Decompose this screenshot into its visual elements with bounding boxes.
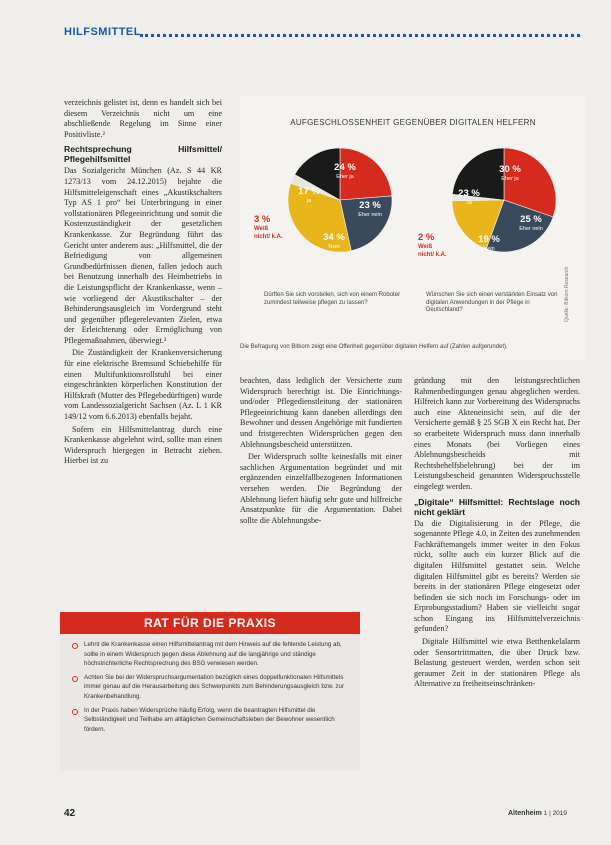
pie1-label-weiss-nicht: 3 % Weiß nicht/ k.A. [254, 214, 283, 240]
col1-heading: Rechtsprechung Hilfsmittel/ Pflegehilfsmittel [64, 144, 222, 165]
pie2-question: Wünschen Sie sich einen verstärkten Einsatz von digitalen Anwendungen in der Pflege in Deutschland? [426, 292, 558, 313]
col3-paragraph-3: Digitale Hilfsmittel wie etwa Betthenkelalarm oder Sensortrittmatten, die über Druck bzw. Belastung gesteuert werden, werden schon seit geraumer Zeit in der stationären Pflege als Alternative zu freiheitseinschränken- [414, 637, 580, 689]
pie1-label-eher-ja: 24 % Eher ja [334, 162, 356, 180]
pie1-label-ja: 17 % ja [298, 186, 320, 204]
col2-paragraph-1: beachten, dass lediglich der Versicherte zum Widerspruch berechtigt ist. Die Einrichtungs- und/oder Pflegedienstleitung der stationären Pflegeeinrichtung kann daneben allerdings den Bewohner und dessen Angehörige mit fundierten und fristgerechten Widersprüchen gegen den Ablehnungsbescheid unterstützen. [240, 376, 402, 449]
column-1 [64, 98, 222, 469]
pie1-question: Dürften Sie sich vorstellen, sich von einem Roboter zumindest teilweise pflegen zu lassen? [264, 292, 401, 306]
magazine-footer [508, 810, 567, 817]
practice-tips-list [72, 640, 352, 738]
header-dotted-rule [140, 34, 580, 37]
infobox-title: AUFGESCHLOSSENHEIT GEGENÜBER DIGITALEN HELFERN [290, 118, 536, 127]
tip-item: Lehnt die Krankenkasse einen Hilfsmittelantrag mit dem Hinweis auf die fehlende Leistung ab, sollte in einem Widerspruch gegen diese Ablehnung auf die langjährige und ständige höchstrichterliche Rechtsprechung des BSG verwiesen werden. [72, 640, 352, 669]
pie1-label-nein: 34 % Nein [323, 232, 345, 250]
practice-tips-title: RAT FÜR DIE PRAXIS [60, 612, 360, 634]
col1-paragraph-4: Sofern ein Hilfsmittelantrag durch eine Krankenkasse abgelehnt wird, sollte man einen Widerspruch hiergegen in Betracht ziehen. Hierbei ist zu [64, 424, 222, 466]
col3-paragraph-2: Da die Digitalisierung in der Pflege, die sogenannte Pflege 4.0, in Zeiten des zunehmenden Fachkräftemangels immer weiter in den Fokus rückt, sollte auch ein kurzer Blick auf die digitalen Hilfsmittel gestattet sein. Welche digitalen Hilfsmittel gibt es bereits? Werden sie bereits in der stationären Pflege eingesetzt oder befinden sie sich noch im Forschungs- oder im Erprobungsstadium? Haben sie vielleicht sogar schon Eingang ins Hilfsmittelverzeichnis gefunden? [414, 518, 580, 634]
tip-item: In der Praxis haben Widersprüche häufig Erfolg, wenn die beantragten Hilfsmittel die Selbständigkeit und Teilhabe am alltäglichen Gemeinschaftsleben der Bewohner wesentlich fördern. [72, 706, 352, 735]
source-note: Quelle: Bitkom Research [564, 266, 570, 322]
section-header: HILFSMITTEL [64, 26, 141, 38]
col2-paragraph-2: Der Widerspruch sollte keinesfalls mit einer sachlichen Argumentation begründet und mit ergänzenden einzelfallbezogenen Informationen versehen werden. Die Begründung der Ablehnung liefert häufig sehr gute und hilfreiche Ansatzpunkte für die Argumentation. Dabei sollte die Ablehnungsbe- [240, 452, 402, 525]
infobox-caption: Die Befragung von Bitkom zeigt eine Offenheit gegenüber digitalen Helfern auf (Zahlen aufgerundet). [240, 344, 508, 350]
col1-paragraph-2: Das Sozialgericht München (Az. S 44 KR 1273/13 vom 24.12.2015) bejahte die Hilfsmitteleigenschaft eines „Akustikschalters Typ AS 1 pro“ bei Unterbringung in einer vollstationären Pflegeeinrichtung und somit die Kostenzuständigkeit der gesetzlichen Krankenkasse. Zur Begründung führt das Gericht unter anderem aus: „Hilfsmittel, die der Befriedigung von allgemeinen Grundbedürfnissen dienen, fallen jedoch auch bei Benutzung innerhalb des Heimbetriebs in die Leistungspflicht der Krankenkasse, wenn – wie vorliegend der Akustikschalter – der Behinderungsausgleich im Vordergrund steht und gegenüber pflegerelevanten Zielen, etwa der Erleichterung oder Ermöglichung von Pflegemaßnahmen, überwiegt.³ [64, 166, 222, 345]
pie2-label-nein: 19 % Nein [478, 234, 500, 252]
col1-paragraph-1: verzeichnis gelistet ist, denn es handelt sich bei diesem Verzeichnis nicht um eine abschließende Regelung im Sinne einer Positivliste.² [64, 98, 222, 139]
column-3 [414, 376, 580, 692]
column-2 [240, 376, 402, 528]
magazine-name: Altenheim [508, 810, 542, 817]
col3-paragraph-1: gründung mit den leistungsrechtlichen Rahmenbedingungen genau abgeglichen werden. Hilfreich kann zur Vorbereitung des Widerspruchs auch eine Akteneinsicht sein, auf die der Versicherte gemäß § 25 SGB X ein Recht hat. Der so erarbeitete Widerspruch muss dann innerhalb eines Monats (bei Vorliegen eines Ablehnungsbescheids mit Rechtsbehelfsbelehrung) bei der im Leistungsbescheid genannten Widerspruchsstelle eingelegt werden. [414, 376, 580, 491]
tip-item: Achten Sie bei der Widerspruchsargumentation bezüglich eines doppelfunktionalen Hilfsmittels immer genau auf die Herausarbeitung des Schwerpunkts zum Behinderungsausgleich bzw. zur Krankenbehandlung. [72, 673, 352, 702]
pie2-label-ja: 23 % Ja [458, 188, 480, 206]
survey-infobox [240, 96, 586, 360]
pie2-label-eher-ja: 30 % Eher ja [499, 164, 521, 182]
issue-number: 1 | 2019 [543, 810, 568, 817]
pie2-label-eher-nein: 25 % Eher nein [519, 214, 543, 232]
pie2-label-weiss-nicht: 2 % Weiß nicht/ k.A. [418, 232, 447, 258]
pie1-label-eher-nein: 23 % Eher nein [358, 200, 382, 218]
page-number: 42 [64, 808, 76, 819]
col3-heading: „Digitale“ Hilfsmittel: Rechtslage noch nicht geklärt [414, 496, 580, 517]
practice-tips-box [60, 612, 360, 770]
col1-paragraph-3: Die Zuständigkeit der Krankenversicherung für eine elektrische Bremsund Schiebehilfe für einen Multifunktionsrollstuhl bei einer eingeschränkten körperlichen Konstitution der Hilfskraft (Mutter des Pflegebedürftigen) wurde vom Landessozialgericht Sachsen (Az. L 1 KR 149/12 vom 6.6.2013) ebenfalls bejaht. [64, 348, 222, 422]
